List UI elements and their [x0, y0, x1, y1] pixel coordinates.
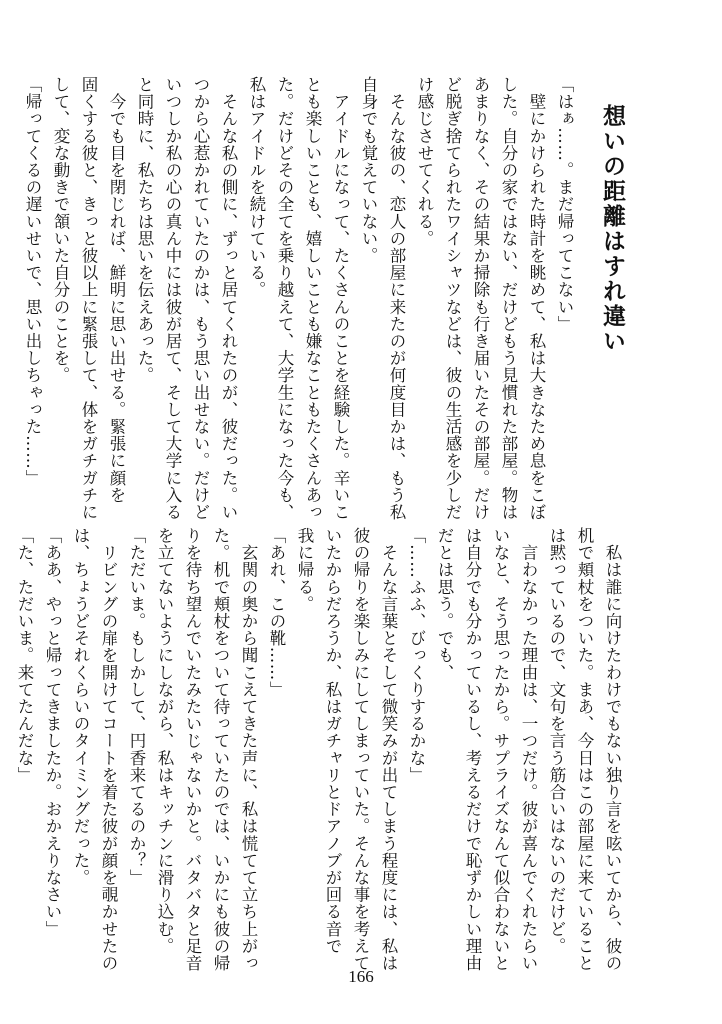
text-line: を立てないようにしながら、私はキッチンに滑り込む。 — [155, 527, 174, 955]
text-line: 彼の帰りを楽しみにしてしまっていた。そんな事を考えて — [351, 527, 370, 972]
text-line: いたからだろうか、私はガチャリとドアノブが回る音で — [323, 527, 342, 955]
text-line: 「帰ってくるの遅いせいで、思い出しちゃった……」 — [23, 76, 42, 487]
text-line: 固くする彼と、きっと彼以上に緊張して、体をガチガチに — [79, 76, 98, 521]
text-line: とも楽しいことも、嬉しいことも嫌なこともたくさんあっ — [303, 76, 322, 521]
text-line: した。自分の家ではない、だけどもう見慣れた部屋。物は — [499, 76, 518, 521]
text-line: 今でも目を閉じれば、鮮明に思い出せる。緊張に顔を — [107, 76, 126, 504]
text-line: 「た、ただいま。来てたんだな」 — [15, 527, 34, 784]
text-line: いなと、そう思ったから。サプライズなんて似合わないと — [491, 527, 510, 972]
text-line: そんな彼の、恋人の部屋に来たのが何度目かは、もう私 — [387, 76, 406, 521]
text-line: 「……ふふ、びっくりするかな」 — [407, 527, 426, 784]
text-line: は自分でも分かっているし、考えるだけで恥ずかしい理由 — [463, 527, 482, 972]
text-line: リビングの扉を開けてコートを着た彼が顔を覗かせたの — [99, 527, 118, 972]
chapter-title: 想いの距離はすれ違い — [599, 104, 625, 354]
upper-text-block — [23, 76, 626, 521]
text-line: つから心惹かれていたのかは、もう思い出せない。だけど — [191, 76, 210, 521]
text-line: 壁にかけられた時計を眺めて、私は大きなため息をこぼ — [527, 76, 546, 521]
text-line: と同時に、私たちは思いを伝えあった。 — [135, 76, 154, 384]
text-line: 我に帰る。 — [295, 527, 314, 613]
text-line: あまりなく、その結果か掃除も行き届いたその部屋。だけ — [471, 76, 490, 521]
text-line: 自身でも覚えていない。 — [359, 76, 378, 265]
text-line: た。机で頬杖をついて待っていたのでは、いかにも彼の帰 — [211, 527, 230, 972]
text-line: いつしか私の心の真ん中には彼が居て、そして大学に入る — [163, 76, 182, 521]
text-line: 「ああ、やっと帰ってきましたか。おかえりなさい」 — [43, 527, 62, 938]
text-line: 机で頬杖をついた。まあ、今日はこの部屋に来ていること — [575, 527, 594, 972]
text-line: け感じさせてくれる。 — [415, 76, 434, 247]
text-line: 「あれ、この靴……」 — [267, 527, 286, 698]
text-line: そんな私の側に、ずっと居てくれたのが、彼だった。い — [219, 76, 238, 521]
text-line: 玄関の奥から聞こえてきた声に、私は慌てて立ち上がっ — [239, 527, 258, 972]
text-line: た。だけどその全てを乗り越えて、大学生になった今も、 — [275, 76, 294, 521]
text-line: は、ちょうどそれくらいのタイミングだった。 — [71, 527, 90, 887]
text-line: だとは思う。でも、 — [435, 527, 454, 681]
text-line: 言わなかった理由は、一つだけ。彼が喜んでくれたらい — [519, 527, 538, 972]
text-line: 私はアイドルを続けている。 — [247, 76, 266, 299]
text-line: 「ただいま。もしかして、円香来てるのか？」 — [127, 527, 146, 887]
text-line: は黙っているので、文句を言う筋合いはないのだけど。 — [547, 527, 566, 955]
text-line: 私は誰に向けたわけでもない独り言を呟いてから、彼の — [603, 527, 622, 972]
page-number: 166 — [348, 967, 374, 986]
text-line: そんな言葉とそして微笑みが出てしまう程度には、私は — [379, 527, 398, 972]
text-line: 「はぁ……。まだ帰ってこない」 — [555, 76, 574, 333]
lower-text-block — [15, 527, 626, 972]
text-line: アイドルになって、たくさんのことを経験した。辛いこ — [331, 76, 350, 521]
text-line: ど脱ぎ捨てられたワイシャツなどは、彼の生活感を少しだ — [443, 76, 462, 521]
text-line: して、変な動きで頷いた自分のことを。 — [51, 76, 70, 384]
text-line: りを待ち望んでいたみたいじゃないかと。バタバタと足音 — [183, 527, 202, 972]
